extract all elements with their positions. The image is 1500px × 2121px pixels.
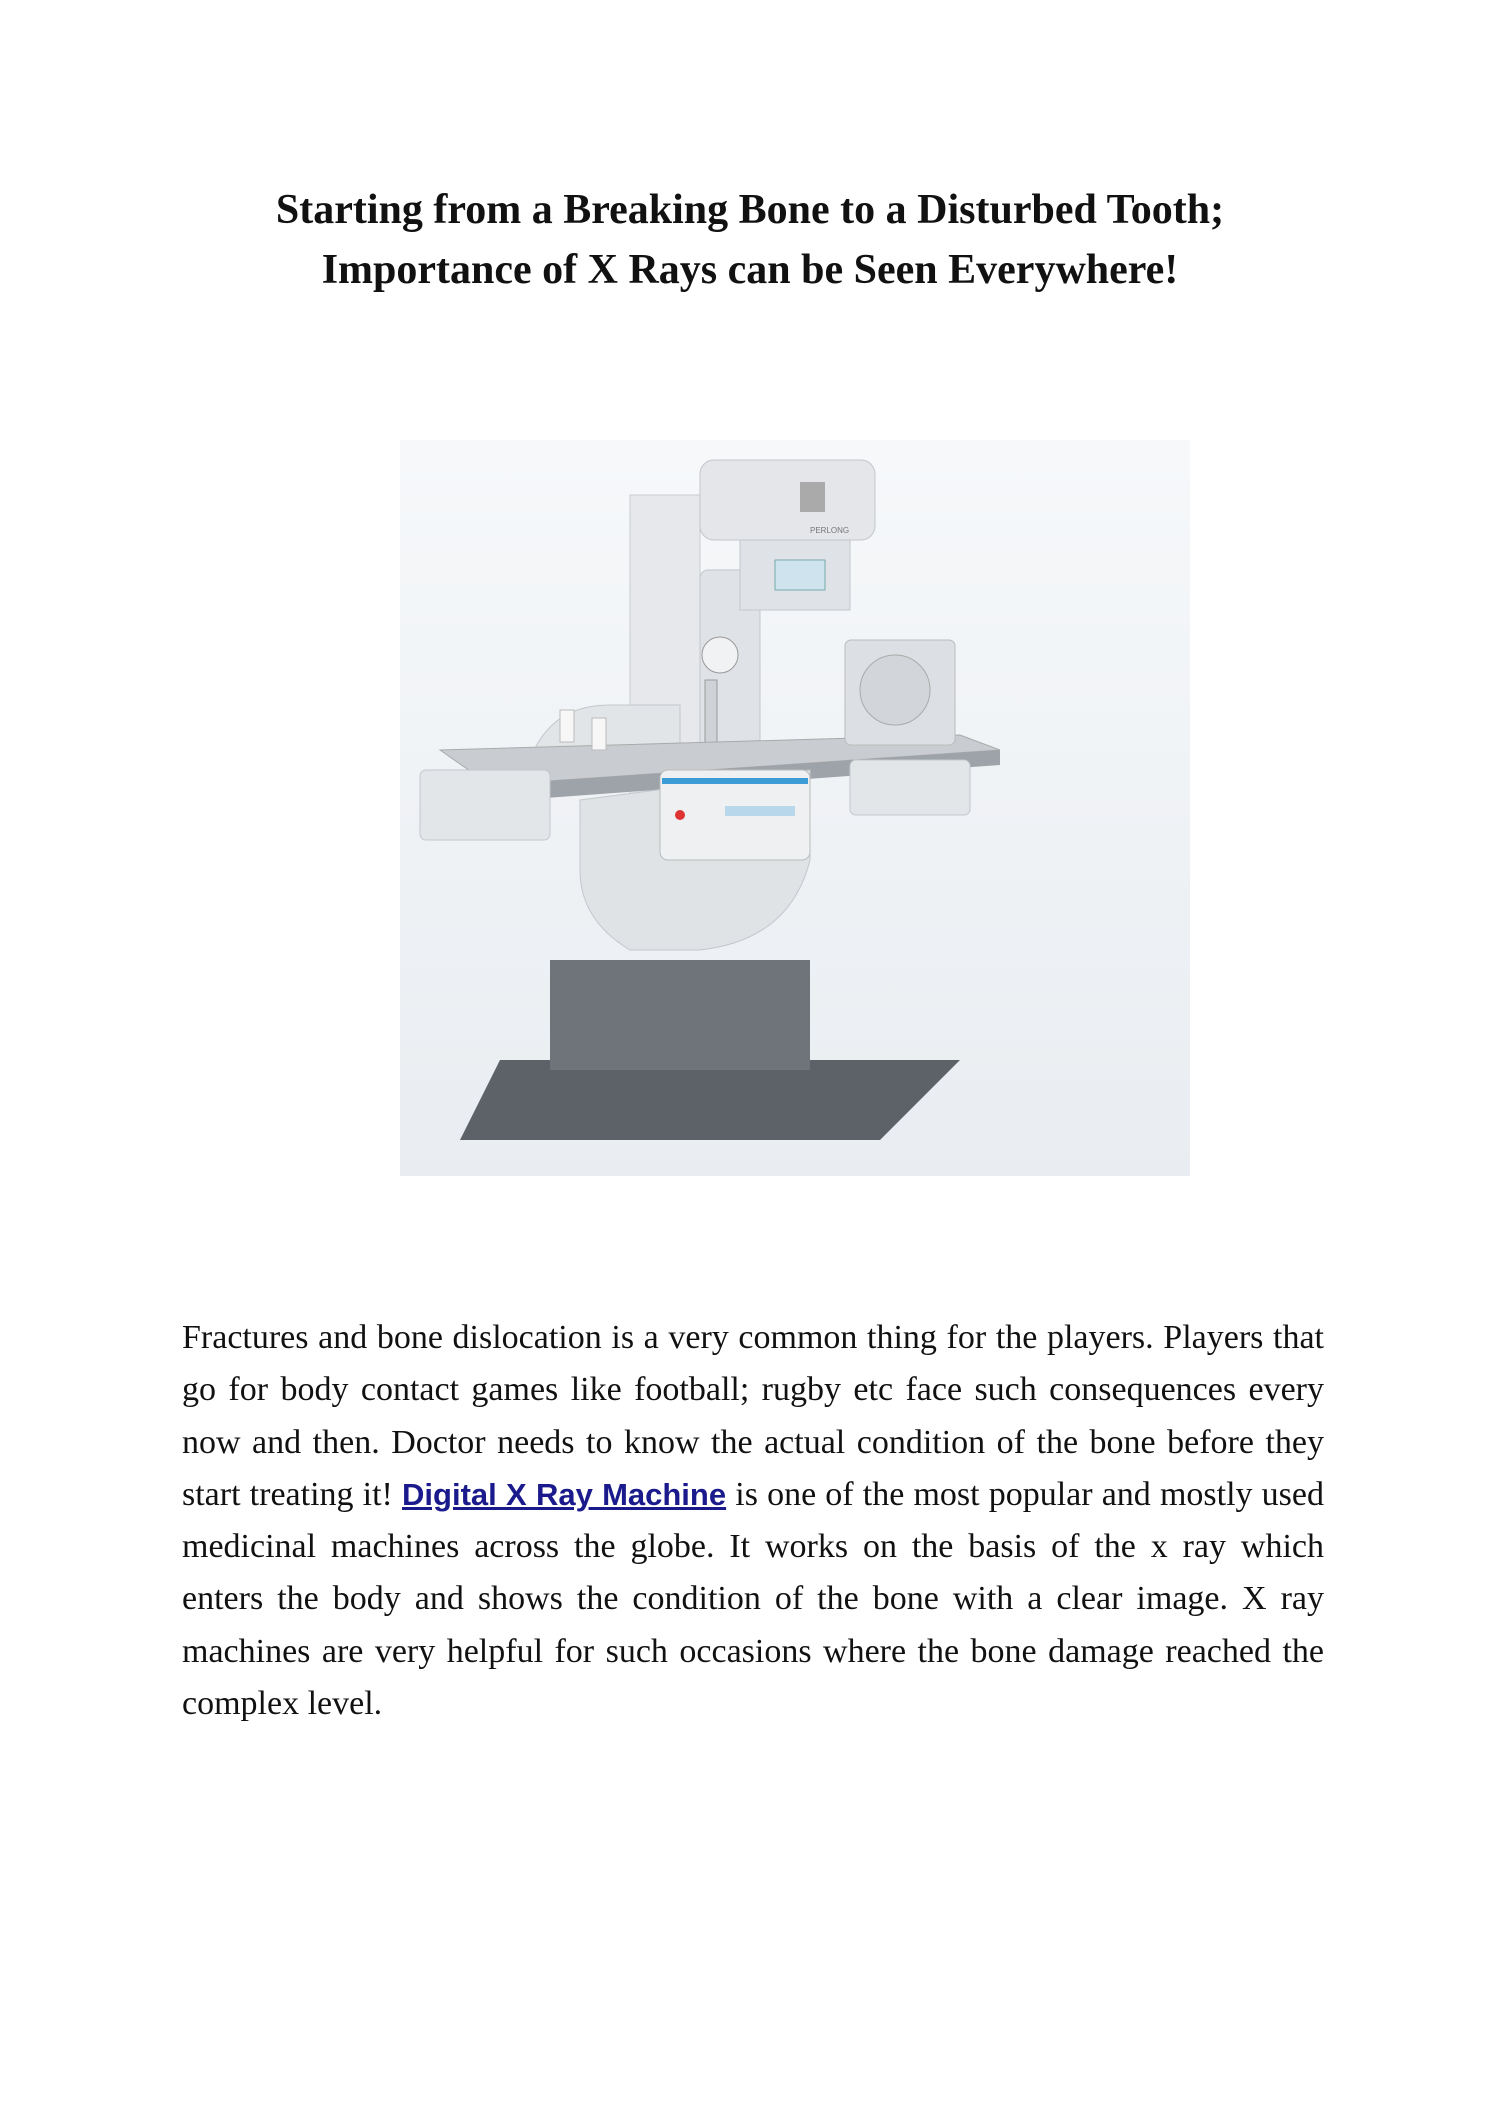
xray-machine-illustration [400, 440, 1190, 1176]
paragraph-text-before-link: Fractures and bone dislocation is a very common thing for the players. Players that go for body contact games like football; rugby etc face such consequences every now and then. Doctor needs to know the actual condition of the bone before they start treating it! [182, 1319, 1324, 1513]
paragraph-text-after-link: is one of the most popular and mostly used medicinal machines across the globe. It works on the basis of the x ray which enters the body and shows the condition of the bone with a clear image. X ray machines are very helpful for such occasions where the bone damage reached the complex level. [182, 1475, 1324, 1723]
brand-label: PERLONG [810, 526, 850, 535]
title-line-2: Importance of X Rays can be Seen Everywhere! [321, 247, 1179, 293]
title-line-1: Starting from a Breaking Bone to a Disturbed Tooth; [275, 187, 1225, 233]
body-paragraph [182, 1312, 1324, 1730]
xray-machine-photo [400, 440, 1190, 1176]
page-title [150, 180, 1350, 300]
digital-x-ray-machine-link[interactable]: Digital X Ray Machine [402, 1476, 727, 1512]
